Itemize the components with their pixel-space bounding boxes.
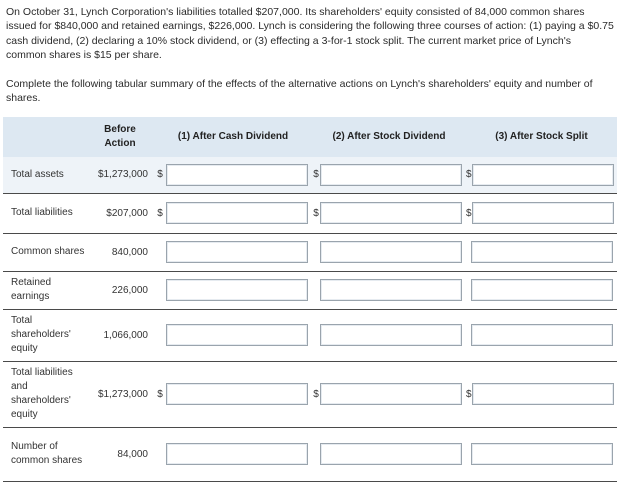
row-label: Retained earnings <box>3 271 86 309</box>
total-liab-equity-stock-split-input[interactable] <box>472 383 614 405</box>
table-row-number-of-common-shares <box>3 427 617 481</box>
header-row <box>3 117 617 157</box>
row-label: Total liabilities <box>3 193 86 233</box>
table-row-retained-earnings <box>3 271 617 309</box>
header-after-stock-split: (3) After Stock Split <box>466 117 617 157</box>
row-label: Number of common shares <box>3 427 86 481</box>
row-label: Common shares <box>3 233 86 271</box>
total-equity-stock-split-input[interactable] <box>471 324 613 346</box>
retained-earnings-stock-dividend-input[interactable] <box>320 279 462 301</box>
total-liabilities-stock-dividend-input[interactable] <box>320 202 462 224</box>
dollar-sign: $ <box>313 388 319 400</box>
dollar-sign: $ <box>466 388 472 400</box>
before-action-value: 840,000 <box>86 233 154 271</box>
before-action-value: 1,066,000 <box>86 309 154 361</box>
row-label: Total shareholders' equity <box>3 309 86 361</box>
problem-instructions: Complete the following tabular summary of the effects of the alternative actions on Lynch's shareholders' equity and number of shares. <box>6 78 593 105</box>
table-row-total-assets <box>3 157 617 193</box>
before-action-value: $1,273,000 <box>86 157 154 193</box>
before-action-value: 226,000 <box>86 271 154 309</box>
number-of-shares-stock-dividend-input[interactable] <box>320 443 462 465</box>
total-assets-stock-split-input[interactable] <box>472 164 614 186</box>
common-shares-cash-dividend-input[interactable] <box>166 241 308 263</box>
total-assets-stock-dividend-input[interactable] <box>320 164 462 186</box>
retained-earnings-cash-dividend-input[interactable] <box>166 279 308 301</box>
dollar-sign: $ <box>157 169 163 181</box>
summary-table <box>3 117 617 482</box>
header-after-stock-dividend: (2) After Stock Dividend <box>312 117 466 157</box>
table-row-total-liabilities-and-equity <box>3 361 617 427</box>
total-liabilities-cash-dividend-input[interactable] <box>166 202 308 224</box>
header-blank <box>3 117 86 157</box>
dollar-sign: $ <box>313 207 319 219</box>
before-action-value: 84,000 <box>86 427 154 481</box>
common-shares-stock-dividend-input[interactable] <box>320 241 462 263</box>
total-liab-equity-stock-dividend-input[interactable] <box>320 383 462 405</box>
before-action-value: $207,000 <box>86 193 154 233</box>
dollar-sign: $ <box>313 169 319 181</box>
table-row-total-shareholders-equity <box>3 309 617 361</box>
dollar-sign: $ <box>466 169 472 181</box>
row-label: Total liabilities and shareholders' equity <box>3 361 86 427</box>
header-after-cash-dividend: (1) After Cash Dividend <box>154 117 312 157</box>
problem-intro: On October 31, Lynch Corporation's liabilities totalled $207,000. Its shareholders' equity consisted of 84,000 common shares issued for $840,000 and retained earnings, $226,000. Lynch is considering the following three courses of action: (1) paying a $0.75 cash dividend, (2) declaring a 10% stock dividend, or (3) effecting a 3-for-1 stock split. The current market price of Lynch's common shares is $15 per share. <box>6 6 614 62</box>
table-row-total-liabilities <box>3 193 617 233</box>
total-equity-stock-dividend-input[interactable] <box>320 324 462 346</box>
number-of-shares-stock-split-input[interactable] <box>471 443 613 465</box>
common-shares-stock-split-input[interactable] <box>471 241 613 263</box>
total-liabilities-stock-split-input[interactable] <box>472 202 614 224</box>
total-equity-cash-dividend-input[interactable] <box>166 324 308 346</box>
header-before-action: Before Action <box>86 117 154 157</box>
number-of-shares-cash-dividend-input[interactable] <box>166 443 308 465</box>
total-liab-equity-cash-dividend-input[interactable] <box>166 383 308 405</box>
retained-earnings-stock-split-input[interactable] <box>471 279 613 301</box>
dollar-sign: $ <box>466 207 472 219</box>
total-assets-cash-dividend-input[interactable] <box>166 164 308 186</box>
dollar-sign: $ <box>157 388 163 400</box>
table-row-common-shares <box>3 233 617 271</box>
dollar-sign: $ <box>157 207 163 219</box>
before-action-value: $1,273,000 <box>86 361 154 427</box>
row-label: Total assets <box>3 157 86 193</box>
